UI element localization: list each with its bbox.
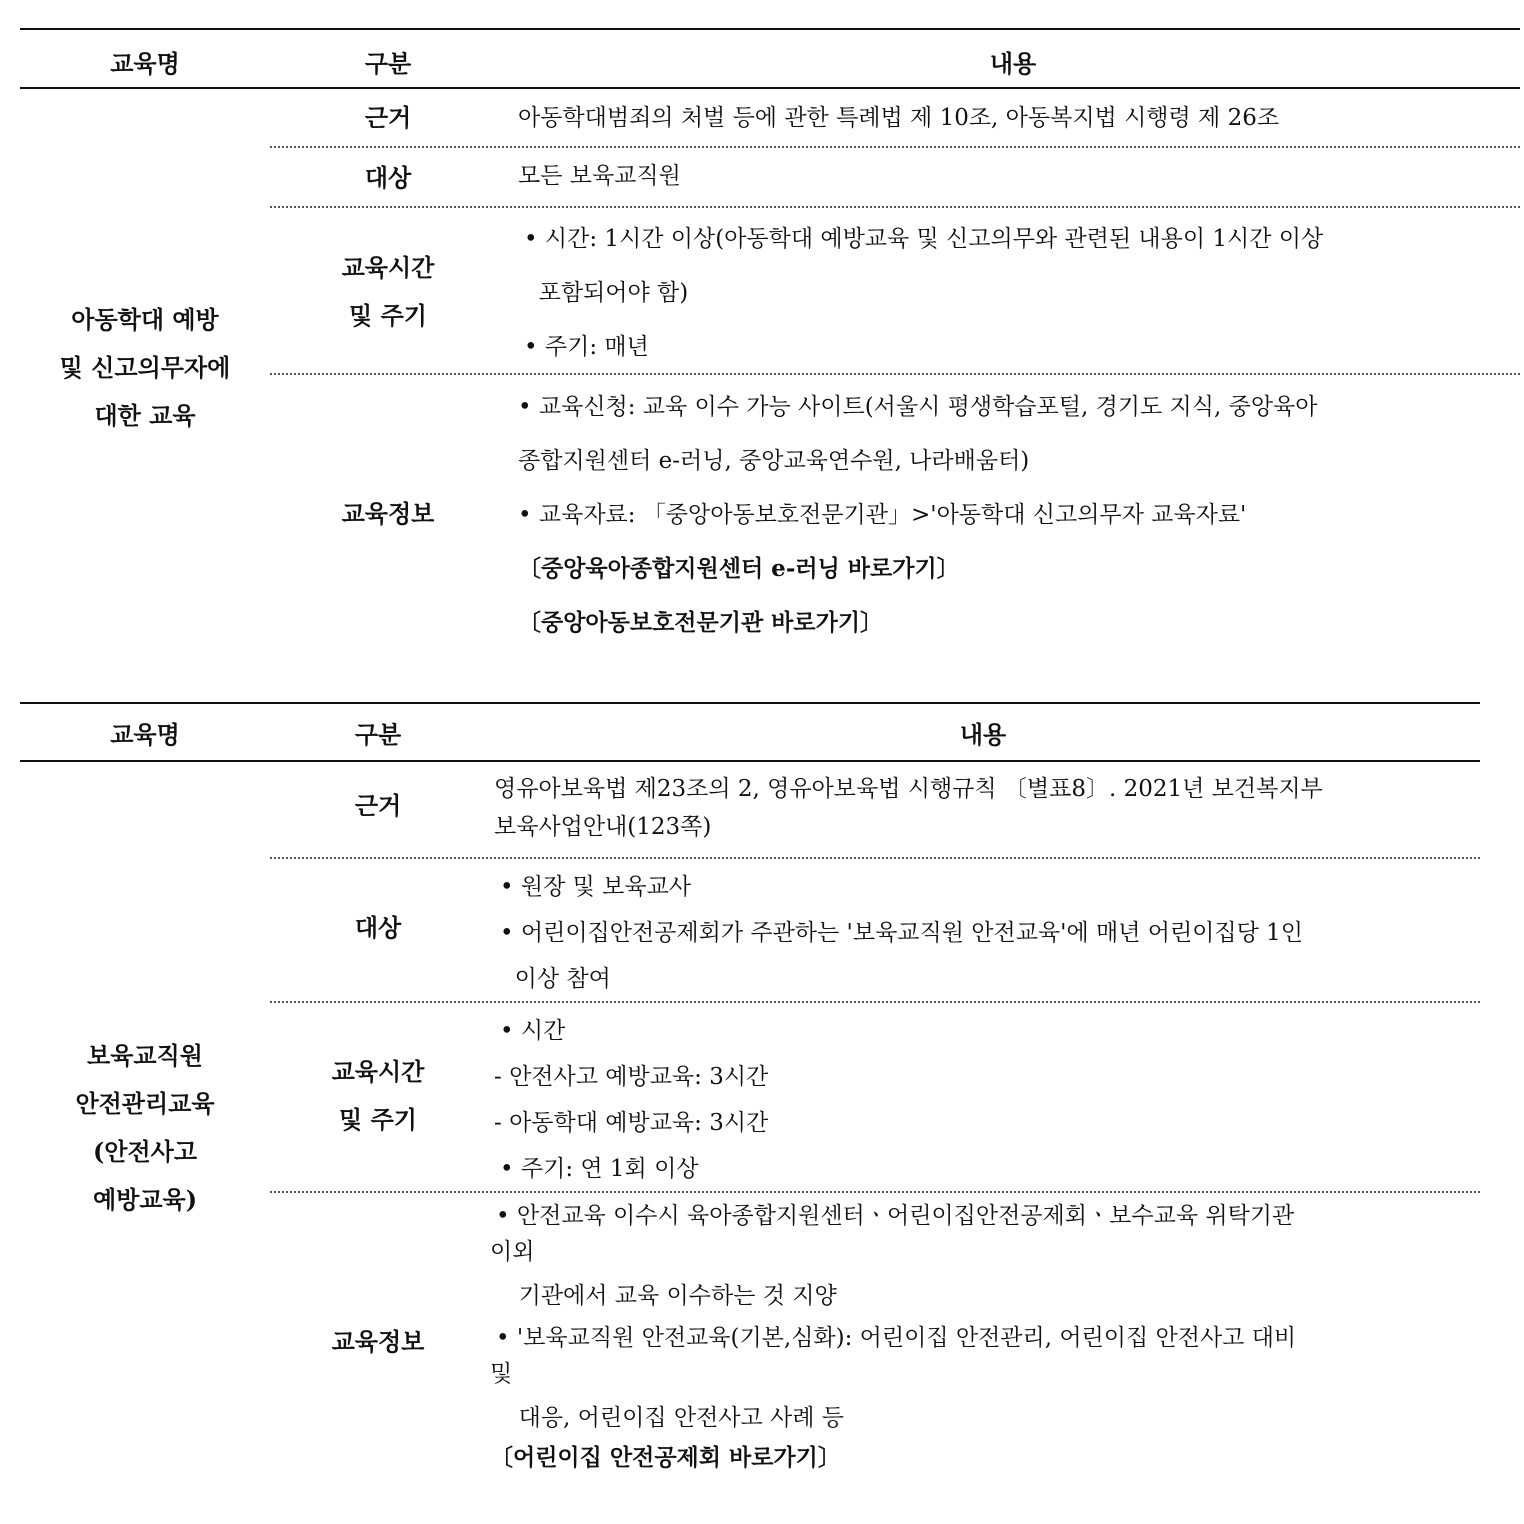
info-content	[518, 380, 1317, 650]
time-cycle-content	[524, 212, 1323, 374]
time-cycle-content	[494, 1008, 768, 1192]
header-col-content: 내용	[959, 720, 1007, 749]
course-name-line: 아동학대 예방	[71, 305, 219, 334]
table-2-top-rule	[20, 702, 1480, 704]
content-line: • 안전교육 이수시 육아종합지원센터ㆍ어린이집안전공제회ㆍ보수교육 위탁기관	[496, 1203, 1295, 1229]
header-col-name: 교육명	[110, 720, 180, 749]
row-divider	[270, 1001, 1480, 1003]
content-line: • 교육신청: 교육 이수 가능 사이트(서울시 평생학습포털, 경기도 지식, 중앙육아	[518, 394, 1318, 420]
content-line: 포함되어야 함)	[524, 280, 689, 306]
content-line: 이상 참여	[500, 966, 611, 992]
table-1-course-name	[20, 296, 270, 440]
row-divider	[270, 1191, 1480, 1193]
basis-content	[494, 766, 1323, 850]
category-basis: 근거	[364, 103, 412, 132]
target-content	[518, 160, 681, 193]
child-protection-shortcut-link[interactable]: 〔중앙아동보호전문기관 바로가기〕	[518, 609, 884, 636]
course-name-line: 보육교직원	[87, 1041, 203, 1070]
content-line: • 원장 및 보육교사	[500, 874, 692, 900]
content-line: • 교육자료: 「중앙아동보호전문기관」>'아동학대 신고의무자 교육자료'	[518, 502, 1247, 528]
category-basis: 근거	[354, 791, 402, 820]
content-line: • '보육교직원 안전교육(기본,심화): 어린이집 안전관리, 어린이집 안전사고 대비	[496, 1325, 1297, 1351]
table-2-header-rule	[20, 760, 1480, 762]
content-line: • 시간: 1시간 이상(아동학대 예방교육 및 신고의무와 관련된 내용이 1시간 이상	[524, 226, 1324, 252]
elearning-shortcut-link[interactable]: 〔중앙육아종합지원센터 e-러닝 바로가기〕	[518, 555, 960, 582]
content-line: 기관에서 교육 이수하는 것 지양	[504, 1283, 837, 1309]
header-col-content: 내용	[989, 49, 1037, 78]
category-target: 대상	[354, 913, 402, 942]
course-name-line: 및 신고의무자에	[59, 353, 231, 382]
content-line: 보육사업안내(123쪽)	[494, 814, 712, 840]
table-1-top-rule	[20, 28, 1520, 30]
content-line: 영유아보육법 제23조의 2, 영유아보육법 시행규칙 〔별표8〕. 2021년 보건복지부	[494, 776, 1323, 802]
content-line: - 아동학대 예방교육: 3시간	[494, 1110, 769, 1136]
content-line: 종합지원센터 e-러닝, 중앙교육연수원, 나라배움터)	[518, 448, 1030, 474]
course-name-line: (안전사고	[92, 1137, 198, 1166]
daycare-safety-shortcut-link[interactable]: 〔어린이집 안전공제회 바로가기〕	[490, 1444, 841, 1471]
content-line: 이외	[490, 1239, 535, 1265]
content-line: - 안전사고 예방교육: 3시간	[494, 1064, 769, 1090]
content-line: • 주기: 연 1회 이상	[500, 1156, 699, 1182]
row-divider	[270, 146, 1520, 148]
course-name-line: 안전관리교육	[75, 1089, 215, 1118]
category-time-cycle: 교육시간 및 주기	[331, 1057, 425, 1134]
header-col-category: 구분	[364, 49, 412, 78]
content-line: • 주기: 매년	[524, 334, 649, 360]
content-line: 및	[490, 1361, 513, 1387]
category-info: 교육정보	[331, 1327, 425, 1356]
table-1-header-rule	[20, 87, 1520, 89]
table-2-course-name	[20, 1032, 270, 1224]
course-name-line: 대한 교육	[94, 401, 196, 430]
info-content	[490, 1196, 1296, 1478]
course-name-line: 예방교육)	[92, 1185, 198, 1214]
row-divider	[270, 857, 1480, 859]
category-target: 대상	[364, 163, 412, 192]
content-line: 모든 보육교직원	[518, 163, 681, 189]
category-time-cycle: 교육시간 및 주기	[341, 253, 435, 330]
row-divider	[270, 206, 1520, 208]
content-line: 아동학대범죄의 처벌 등에 관한 특례법 제 10조, 아동복지법 시행령 제 26조	[518, 105, 1280, 131]
row-divider	[270, 373, 1520, 375]
header-col-name: 교육명	[110, 49, 180, 78]
content-line: • 어린이집안전공제회가 주관하는 '보육교직원 안전교육'에 매년 어린이집당 1인	[500, 920, 1303, 946]
content-line: 대응, 어린이집 안전사고 사례 등	[504, 1405, 845, 1431]
target-content	[500, 864, 1303, 1002]
content-line: • 시간	[500, 1018, 566, 1044]
basis-content	[518, 102, 1279, 135]
category-info: 교육정보	[341, 499, 435, 528]
header-col-category: 구분	[354, 720, 402, 749]
